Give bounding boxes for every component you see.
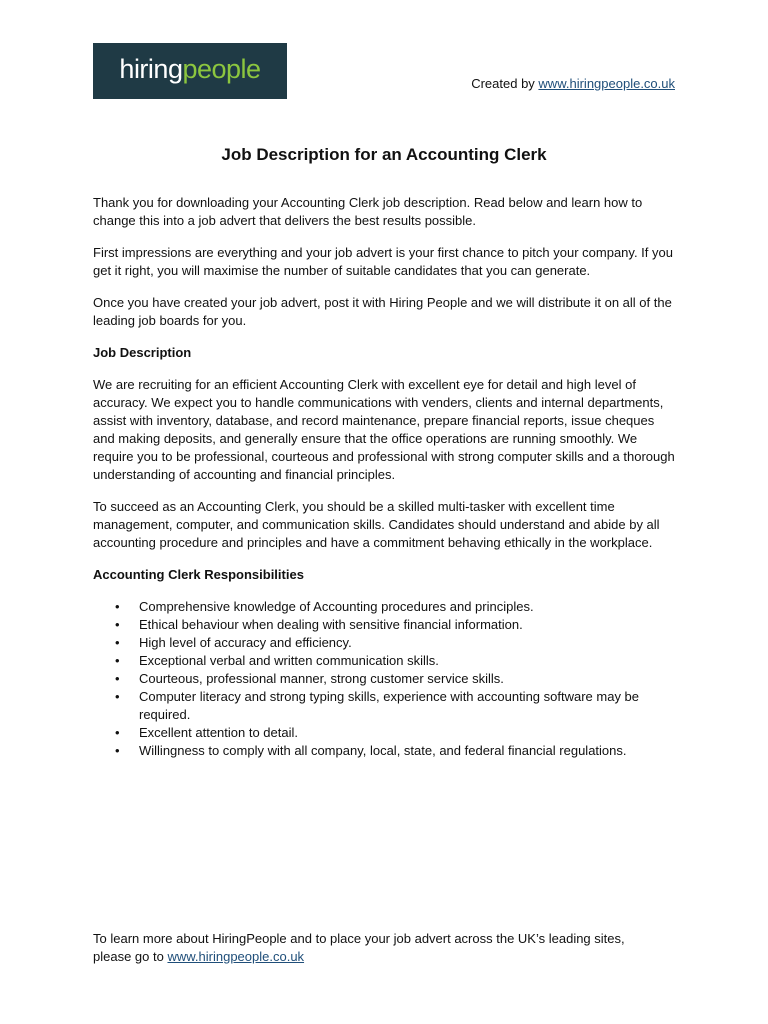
- job-description-paragraph: To succeed as an Accounting Clerk, you should be a skilled multi-tasker with excellent time management, computer, and communication skills. Candidates should understand and abide by all accounting procedure and principles and have a commitment behaving ethically in the workplace.: [93, 499, 660, 550]
- footer-text-line2: [93, 948, 693, 966]
- header-website-link[interactable]: www.hiringpeople.co.uk: [538, 76, 675, 91]
- bullet-icon: •: [115, 635, 120, 650]
- created-by-prefix: Created by: [471, 76, 535, 91]
- job-description-paragraph: We are recruiting for an efficient Accounting Clerk with excellent eye for detail and high level of accuracy. We expect you to handle communications with venders, clients and internal departments, assist with inventory, database, and record maintenance, prepare financial reports, issue cheques and making deposits, and generally ensure that the office operations are running smoothly. We require you to be professional, courteous and professional with strong computer skills and a thorough understanding of accounting and financial principles.: [93, 377, 675, 482]
- document-body: [93, 144, 675, 760]
- bullet-icon: •: [115, 653, 120, 668]
- list-item-text: High level of accuracy and efficiency.: [139, 635, 352, 650]
- hiringpeople-logo: [93, 43, 287, 99]
- logo-text-hiring: hiring: [119, 53, 183, 84]
- footer-text-line1: To learn more about HiringPeople and to place your job advert across the UK’s leading sites,: [93, 931, 625, 946]
- responsibilities-list: [93, 598, 675, 760]
- list-item: [93, 724, 675, 742]
- logo-text-people: people: [182, 53, 261, 84]
- job-description-heading: Job Description: [93, 345, 192, 360]
- list-item-text: Willingness to comply with all company, local, state, and federal financial regulations.: [139, 743, 627, 758]
- intro-paragraph: First impressions are everything and your job advert is your first chance to pitch your company. If you get it right, you will maximise the number of suitable candidates that you can generate.: [93, 245, 673, 278]
- list-item-text: Ethical behaviour when dealing with sensitive financial information.: [139, 617, 523, 632]
- list-item: [93, 742, 675, 760]
- list-item: [93, 616, 675, 634]
- list-item-text: Excellent attention to detail.: [139, 725, 298, 740]
- created-by: [471, 76, 675, 91]
- list-item: [93, 688, 675, 724]
- list-item: [93, 634, 675, 652]
- footer-text-prefix: please go to: [93, 949, 164, 964]
- intro-paragraph: Once you have created your job advert, post it with Hiring People and we will distribute it on all of the leading job boards for you.: [93, 295, 672, 328]
- logo-wordmark: [119, 53, 261, 84]
- page-title: Job Description for an Accounting Clerk: [221, 145, 547, 164]
- footer: [93, 930, 693, 966]
- list-item: [93, 598, 675, 616]
- bullet-icon: •: [115, 671, 120, 686]
- list-item-text: Exceptional verbal and written communication skills.: [139, 653, 439, 668]
- bullet-icon: •: [115, 617, 120, 632]
- responsibilities-heading: Accounting Clerk Responsibilities: [93, 567, 304, 582]
- list-item-text: Courteous, professional manner, strong customer service skills.: [139, 671, 504, 686]
- list-item-text: Computer literacy and strong typing skills, experience with accounting software may be required.: [139, 689, 640, 722]
- footer-website-link[interactable]: www.hiringpeople.co.uk: [167, 949, 305, 964]
- bullet-icon: •: [115, 689, 120, 704]
- bullet-icon: •: [115, 725, 120, 740]
- intro-paragraph: Thank you for downloading your Accounting Clerk job description. Read below and learn how to change this into a job advert that delivers the best results possible.: [93, 195, 643, 228]
- bullet-icon: •: [115, 743, 120, 758]
- list-item: [93, 670, 675, 688]
- list-item: [93, 652, 675, 670]
- list-item-text: Comprehensive knowledge of Accounting procedures and principles.: [139, 599, 534, 614]
- bullet-icon: •: [115, 599, 120, 614]
